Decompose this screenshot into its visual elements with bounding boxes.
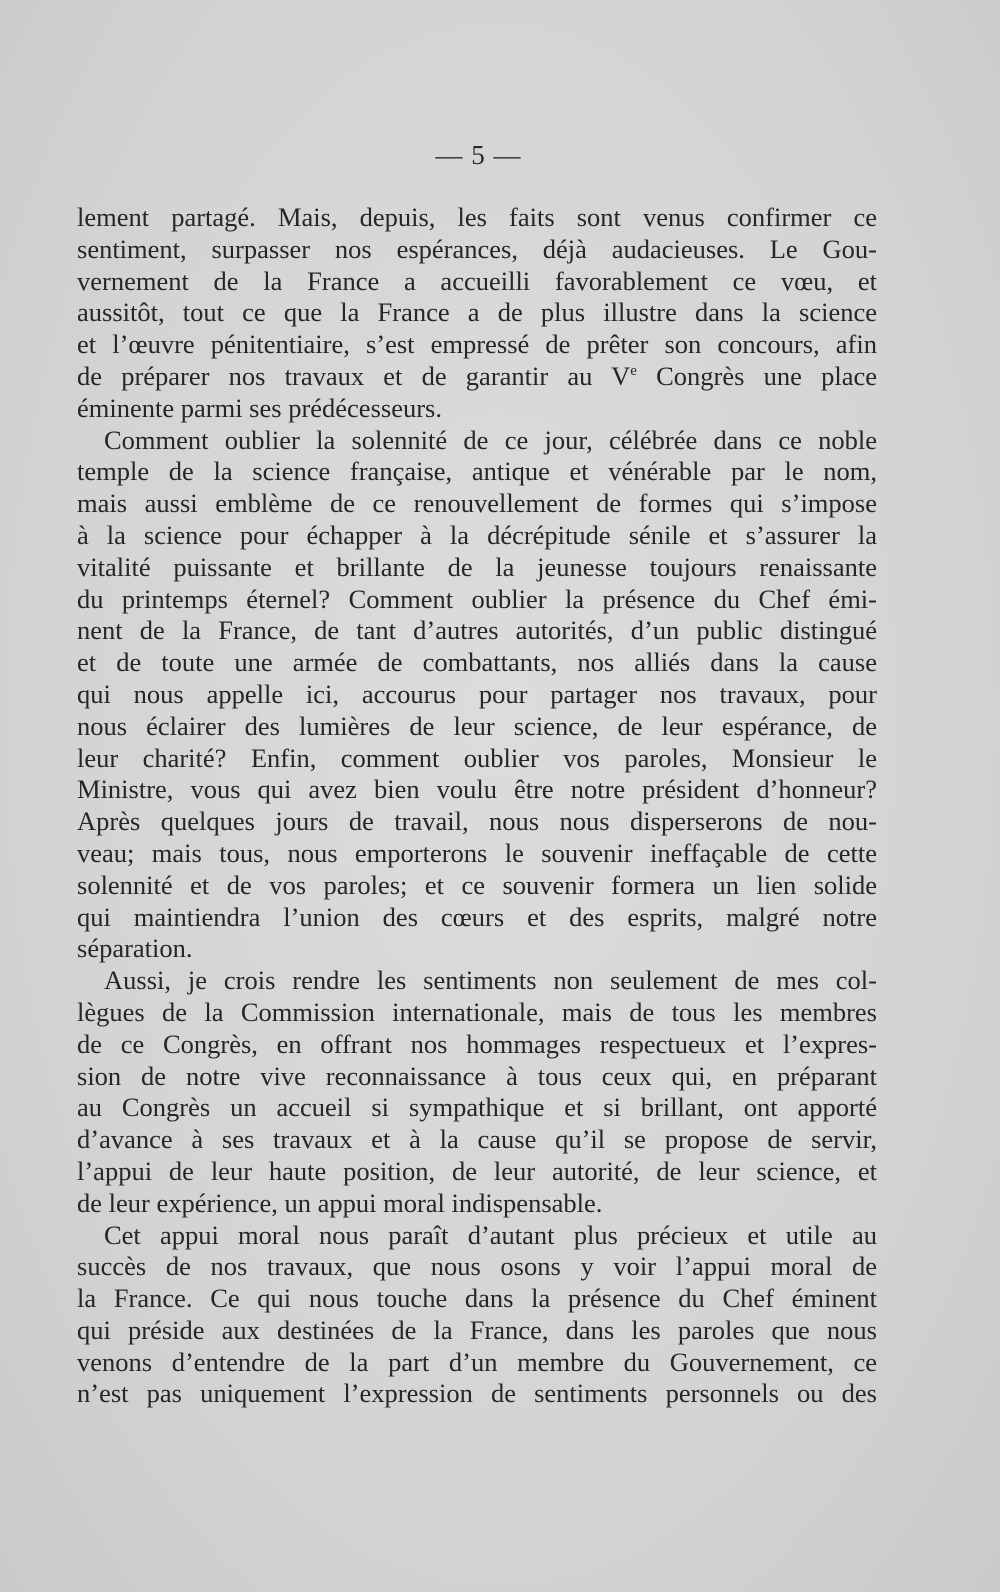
text-line: sion de notre vive reconnaissance à tous ceux qui, en préparant — [77, 1060, 877, 1091]
text-line: Aussi, je crois rendre les sentiments non seulement de mes col- — [104, 965, 877, 996]
text-line: mais aussi emblème de ce renouvellement de formes qui s’impose — [77, 488, 877, 519]
text-line: qui maintiendra l’union des cœurs et des esprits, malgré notre — [77, 901, 877, 932]
text-line: succès de nos travaux, que nous osons y voir l’appui moral de — [77, 1251, 877, 1282]
text-line: n’est pas uniquement l’expression de sentiments personnels ou des — [77, 1378, 877, 1409]
text-line: de leur expérience, un appui moral indispensable. — [77, 1187, 603, 1218]
text-line: de ce Congrès, en offrant nos hommages respectueux et l’expres- — [77, 1028, 877, 1059]
text-line: temple de la science française, antique et vénérable par le nom, — [77, 456, 877, 487]
text-segment: de préparer nos travaux et de garantir au V — [77, 360, 631, 391]
text-line: sentiment, surpasser nos espérances, déjà audacieuses. Le Gou- — [77, 233, 877, 264]
text-line: et l’œuvre pénitentiaire, s’est empressé de prêter son concours, afin — [77, 329, 877, 360]
text-line: l’appui de leur haute position, de leur autorité, de leur science, et — [77, 1155, 877, 1186]
text-line: lement partagé. Mais, depuis, les faits sont venus confirmer ce — [77, 202, 877, 232]
text-line: veau; mais tous, nous emporterons le souvenir ineffaçable de cette — [77, 837, 877, 868]
text-line: venons d’entendre de la part d’un membre du Gouvernement, ce — [77, 1346, 877, 1377]
text-line: la France. Ce qui nous touche dans la présence du Chef éminent — [77, 1283, 877, 1314]
text-line: Après quelques jours de travail, nous nous disperserons de nou- — [77, 806, 877, 837]
text-line — [77, 361, 877, 393]
text-line: du printemps éternel? Comment oublier la présence du Chef émi- — [77, 583, 877, 614]
text-line: vitalité puissante et brillante de la jeunesse toujours renaissante — [77, 551, 877, 582]
text-segment: Congrès une place — [636, 360, 877, 391]
text-line: nent de la France, de tant d’autres autorités, d’un public distingué — [77, 615, 877, 646]
text-line: et de toute une armée de combattants, nos alliés dans la cause — [77, 647, 877, 678]
text-line: nous éclairer des lumières de leur science, de leur espérance, de — [77, 710, 877, 741]
text-line: solennité et de vos paroles; et ce souvenir formera un lien solide — [77, 869, 877, 900]
text-line: lègues de la Commission internationale, mais de tous les membres — [77, 996, 877, 1027]
text-line: qui nous appelle ici, accourus pour partager nos travaux, pour — [77, 678, 877, 709]
text-line: leur charité? Enfin, comment oublier vos paroles, Monsieur le — [77, 742, 877, 773]
page-number: — 5 — — [435, 140, 522, 170]
text-line: d’avance à ses travaux et à la cause qu’il se propose de servir, — [77, 1124, 877, 1155]
text-line: aussitôt, tout ce que la France a de plus illustre dans la science — [77, 297, 877, 328]
text-line: qui préside aux destinées de la France, dans les paroles que nous — [77, 1314, 877, 1345]
text-line: au Congrès un accueil si sympathique et si brillant, ont apporté — [77, 1092, 877, 1123]
text-line: séparation. — [77, 933, 193, 964]
text-line: Comment oublier la solennité de ce jour, célébrée dans ce noble — [104, 424, 877, 455]
text-line: Cet appui moral nous paraît d’autant plus précieux et utile au — [104, 1219, 877, 1250]
body-text — [77, 202, 877, 1410]
superscript: e — [630, 362, 637, 379]
text-line: à la science pour échapper à la décrépitude sénile et s’assurer la — [77, 519, 877, 550]
text-line: éminente parmi ses prédécesseurs. — [77, 392, 442, 423]
text-line: Ministre, vous qui avez bien voulu être notre président d’honneur? — [77, 774, 877, 805]
text-line: vernement de la France a accueilli favorablement ce vœu, et — [77, 265, 877, 296]
